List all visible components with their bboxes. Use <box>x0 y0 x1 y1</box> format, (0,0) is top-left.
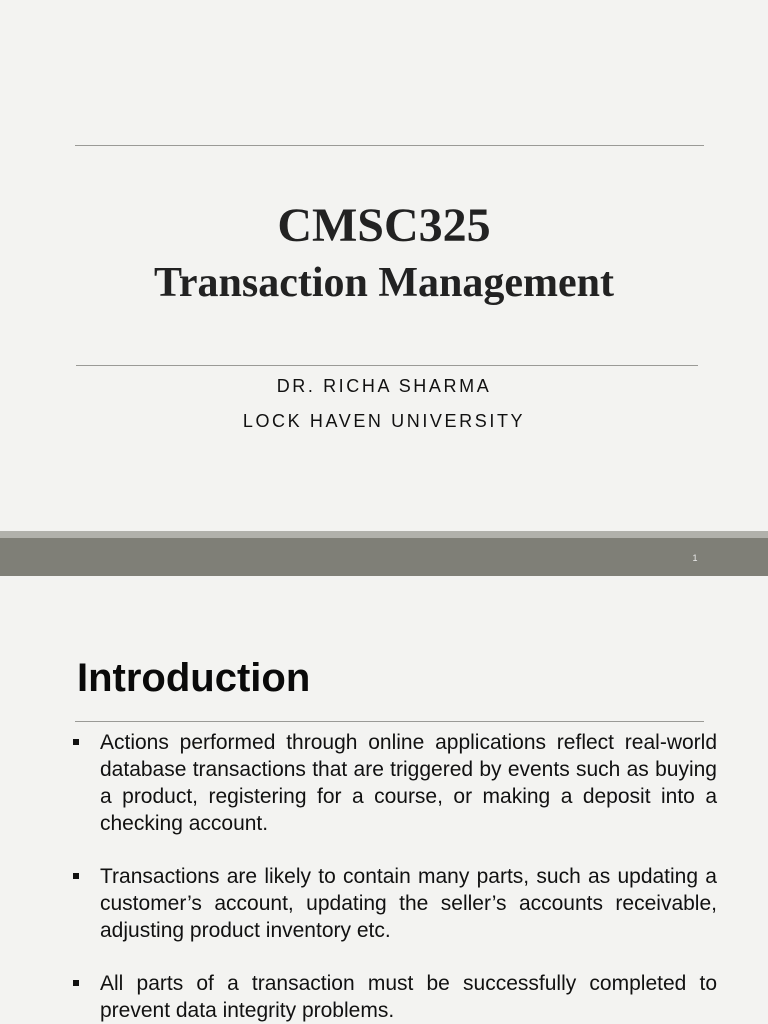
bullet-list <box>72 729 717 1024</box>
list-item <box>72 970 717 1024</box>
bullet-text: All parts of a transaction must be successfully completed to prevent data integrity problems. <box>100 972 717 1022</box>
square-bullet-icon <box>73 980 79 986</box>
square-bullet-icon <box>73 873 79 879</box>
page-number: 1 <box>692 553 698 563</box>
separator-highlight <box>0 531 768 538</box>
author-name: DR. RICHA SHARMA <box>276 376 492 396</box>
slide-separator-band <box>0 531 768 576</box>
university-name: LOCK HAVEN UNIVERSITY <box>242 411 526 431</box>
slide-heading: Introduction <box>77 656 311 700</box>
bullet-text: Actions performed through online applications reflect real-world database transactions that are triggered by events such as buying a product, registering for a course, or making a deposit into a checking account. <box>100 731 717 835</box>
top-divider-line <box>75 145 704 146</box>
introduction-slide <box>0 576 768 1024</box>
list-item <box>72 863 717 944</box>
square-bullet-icon <box>73 739 79 745</box>
bullet-text: Transactions are likely to contain many parts, such as updating a customer’s account, updating the seller’s accounts receivable, adjusting product inventory etc. <box>100 865 717 942</box>
middle-divider-line <box>76 365 698 366</box>
heading-divider-line <box>75 721 704 722</box>
course-title: Transaction Management <box>153 260 614 306</box>
list-item <box>72 729 717 837</box>
course-code: CMSC325 <box>277 199 491 252</box>
